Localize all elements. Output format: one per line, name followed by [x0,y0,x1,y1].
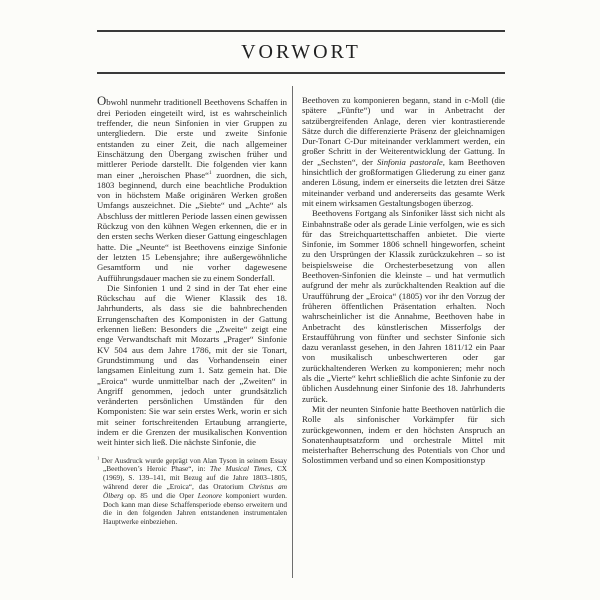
paragraph-5: Mit der neunten Sinfonie hatte Beethoven natürlich die Rolle als sinfonischer Vorkämpfer für sich zurückgewonnen, indem er den höchsten Anspruch an Sonatenhauptsatzform und orchestrale Mittel mit meisterhafter Beherrschung des Potentials von Chor und Solostimmen verband und so einen Kompositionstyp [302,403,505,466]
paragraph-3: Beethoven zu komponieren begann, stand in c-Moll (die spätere „Fünfte“) und war in Anbetracht der satzübergreifenden Anlage, deren vier kontrastierende Sätze durch die differenzierte Präsenz der gleichnamigen Dur-Tonart C-Dur miteinander verklammert werden, ein großer Schritt in der Weiterentwicklung der Gattung. In der „Sechsten“, der Sinfonia pastorale, kam Beethoven hinsichtlich der großformatigen Gliederung zu einer ganz anderen Lösung, indem er einerseits die letzten drei Sätze miteinander verband und andererseits das gesamte Werk mit einem wirksamen Gestaltungsbogen überzog. [302,95,505,208]
page-title: VORWORT [241,41,361,63]
title-rule-top [97,30,505,32]
left-column [97,95,287,527]
text-columns [97,95,505,527]
paragraph-1: Obwohl nunmehr traditionell Beethovens Schaffen in drei Perioden eingeteilt wird, ist es wahrscheinlich treffender, die neun Sinfonien in vier Gruppen zu untergliedern. Die erste und zweite Sinfonie entstanden zu einer Zeit, die nach allgemeiner Einschätzung den Übergang zwischen früher und mittlerer Periode darstellt. Die folgenden vier kann man einer „heroischen Phase“$^1$ zuordnen, die sich, 1803 beginnend, durch eine beachtliche Produktion von in höchstem Maße originären Werken großen Umfangs auszeichnet. Die „Siebte“ und „Achte“ als Abschluss der mittleren Periode lassen einen gewissen Rückzug von den kühnen Wegen erkennen, die er in den ersten sechs Werken dieser Gattung eingeschlagen hatte. Die „Neunte“ ist Beethovens einzige Sinfonie der letzten 15 Lebensjahre; ihre außergewöhnliche Gesamtform und nie vorher dagewesene Aufführungsdauer machen sie zu einem Sonderfall. [97,94,287,283]
paragraph-2: Die Sinfonien 1 und 2 sind in der Tat eher eine Rückschau auf die Wiener Klassik des 18. Jahrhunderts, als dass sie die bahnbrechenden Errungenschaften des Komponisten in der Gattung erkennen ließen: Besonders die „Zweite“ zeigt eine enge Verwandtschaft mit Mozarts „Prager“ Sinfonie KV 504 aus dem Jahre 1786, mit der sie Tonart, Grundstimmung und das Vorhandensein einer langsamen Einleitung zum 1. Satz gemein hat. Die „Eroica“ wurde unmittelbar nach der „Zweiten“ in Angriff genommen, jedoch unter grundsätzlich veränderten persönlichen Umständen für den Komponisten: Sie war sein erstes Werk, worin er sich mit seiner fortschreitenden Ertaubung arrangierte, indem er die Grenzen der musikalischen Konvention weit hinter sich ließ. Die nächste Sinfonie, die [97,282,287,448]
footnote: $^1$ Der Ausdruck wurde geprägt von Alan Tyson in seinem Essay „Beethoven’s Heroic Phase“, in: The Musical Times, CX (1969), S. 139–141, mit Bezug auf die Jahre 1803–1805, während derer die „Eroica“, das Oratorium Christus am Ölberg op. 85 und die Oper Leonore komponiert wurden. Doch kann man diese Schaffensperiode ebenso erweitern und die in den folgenden Jahren entstandenen instrumentalen Hauptwerke einbeziehen. [97,455,288,527]
column-divider [292,86,293,578]
title-rule-bottom [97,72,505,74]
paragraph-4: Beethovens Fortgang als Sinfoniker lässt sich nicht als Einbahnstraße oder als gerade Linie verfolgen, wie es sich für das Streichquartettschaffen anbietet. Die vierte Sinfonie, im Sommer 1806 schnell hingeworfen, scheint zu den Ursprüngen der Klassik zurückzukehren – so ist beispielsweise die Orchesterbesetzung von allen Beethoven-Sinfonien die kleinste – und hat vermutlich aufgrund der mehr als zurückhaltenden Reaktion auf die Uraufführung der „Eroica“ (1805) vor ihr den Vorzug der früheren öffentlichen Präsentation erhalten. Noch wahrscheinlicher ist die Annahme, Beethoven habe in Anbetracht des künstlerischen Misserfolgs der Erstaufführung von fünfter und sechster Sinfonie sich dazu veranlasst gesehen, in den Jahren 1811/12 ein Paar von musikalisch unbeschwerteren oder gar zurückhaltenderen Werken zu komponieren; mehr noch als die „Vierte“ kehrt schließlich die achte Sinfonie zu der üblichen Ausdehnung einer Sinfonie des 18. Jahrhunderts zurück. [302,208,505,404]
right-column [302,95,505,527]
